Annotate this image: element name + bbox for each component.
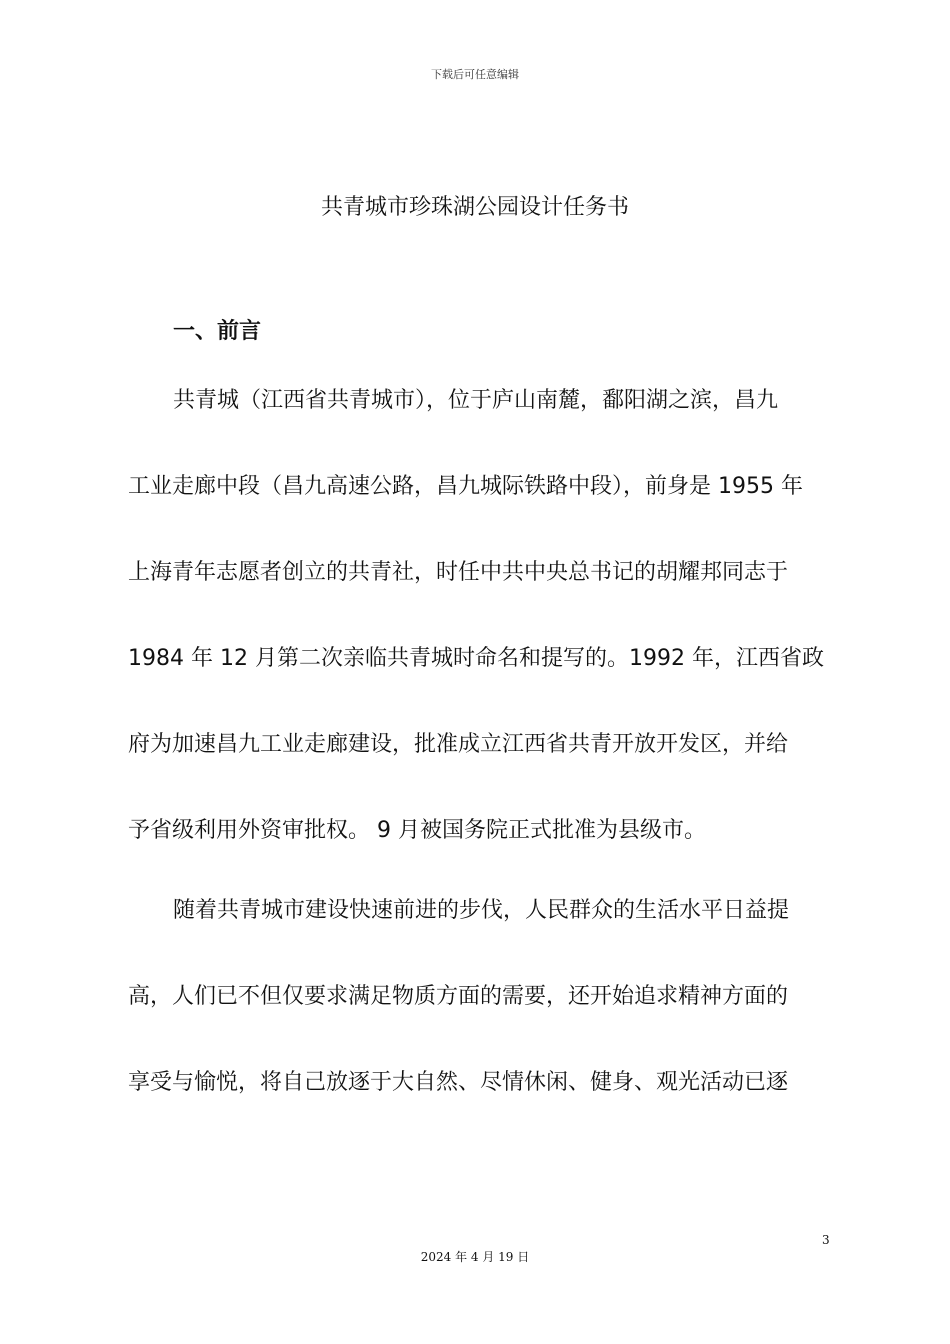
paragraph-line: 上海青年志愿者创立的共青社，时任中共中央总书记的胡耀邦同志于	[128, 560, 789, 585]
paragraph-line: 工业走廊中段（昌九高速公路，昌九城际铁路中段），前身是 1955 年	[128, 474, 803, 499]
footer-date: 2024 年 4 月 19 日	[420, 1250, 530, 1264]
paragraph-line: 1984 年 12 月第二次亲临共青城时命名和提写的。1992 年，江西省政	[128, 646, 824, 671]
paragraph-1	[128, 358, 833, 874]
paragraph-line: 府为加速昌九工业走廊建设，批准成立江西省共青开放开发区，并给	[128, 732, 789, 757]
paragraph-line: 高，人们已不但仅要求满足物质方面的需要，还开始追求精神方面的	[128, 984, 789, 1009]
paragraph-2	[128, 868, 833, 1126]
paragraph-line: 随着共青城市建设快速前进的步伐，人民群众的生活水平日益提	[173, 898, 790, 923]
paragraph-line: 享受与愉悦，将自己放逐于大自然、尽情休闲、健身、观光活动已逐	[128, 1070, 789, 1095]
header-note: 下载后可任意编辑	[431, 68, 519, 81]
section-heading: 一、前言	[173, 319, 262, 344]
page-number: 3	[822, 1233, 830, 1247]
document-title: 共青城市珍珠湖公园设计任务书	[320, 195, 629, 220]
paragraph-line: 共青城（江西省共青城市），位于庐山南麓，鄱阳湖之滨，昌九	[173, 388, 779, 413]
paragraph-line: 予省级利用外资审批权。 9 月被国务院正式批准为县级市。	[128, 818, 706, 843]
